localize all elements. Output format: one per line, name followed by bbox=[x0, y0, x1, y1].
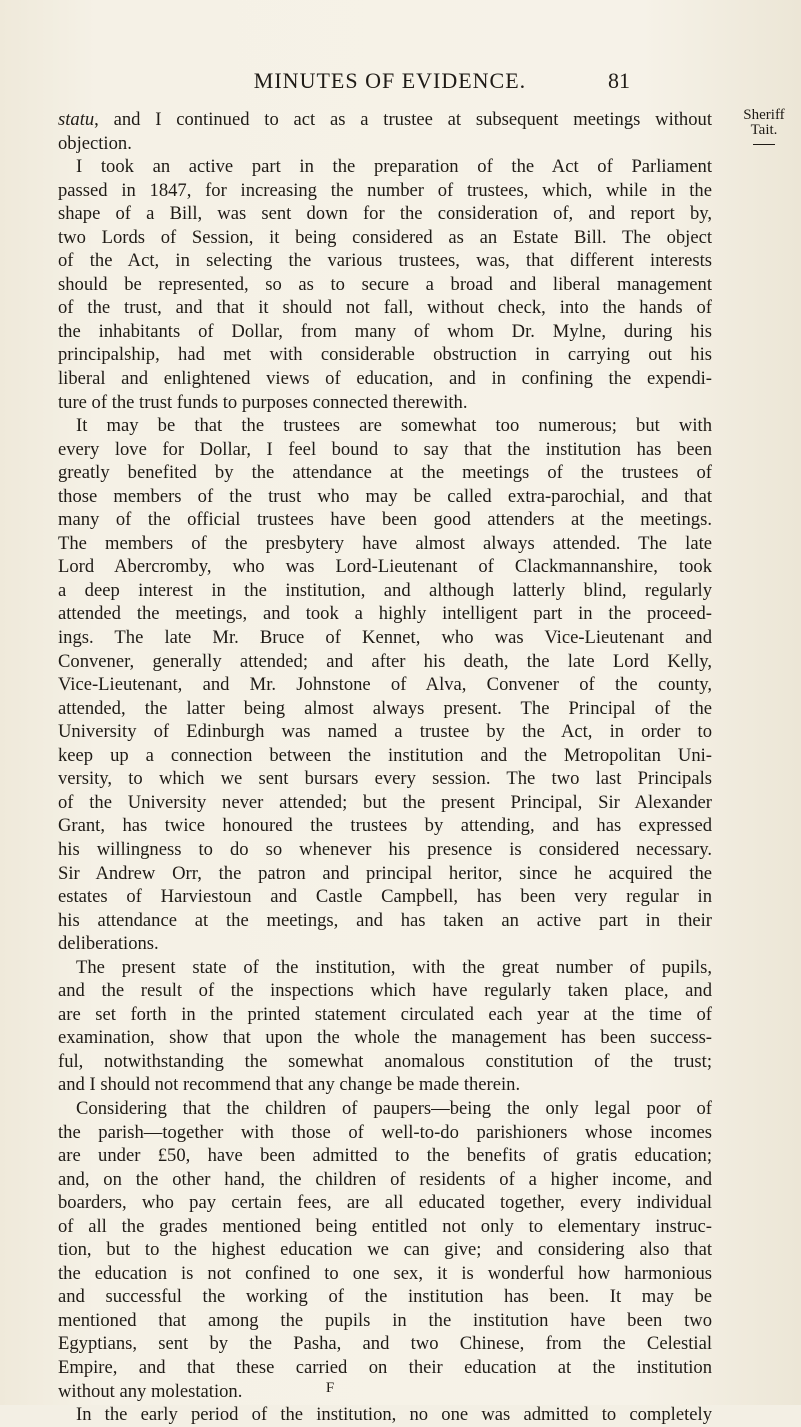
text-line: Grant, has twice honoured the trustees by attending, and has expressed bbox=[58, 815, 712, 837]
text-line: every love for Dollar, I feel bound to say that the institution has been bbox=[58, 438, 712, 460]
text-line: Empire, and that these carried on their education at the institution bbox=[58, 1356, 712, 1378]
text-line: I took an active part in the preparation of the Act of Parliament bbox=[76, 156, 712, 178]
sidenote-name-continued: Tait. bbox=[750, 122, 778, 138]
text-line: boarders, who pay certain fees, are all educated together, every individual bbox=[58, 1192, 712, 1214]
text-line: liberal and enlightened views of education, and in confining the expendi- bbox=[58, 368, 712, 390]
text-line: ings. The late Mr. Bruce of Kennet, who was Vice-Lieutenant and bbox=[58, 627, 712, 649]
text-line: The members of the presbytery have almost always attended. The late bbox=[58, 532, 712, 554]
text-line: of all the grades mentioned being entitled not only to elementary instruc- bbox=[58, 1215, 712, 1237]
text-line: estates of Harviestoun and Castle Campbell, has been very regular in bbox=[58, 886, 712, 908]
text-line: are set forth in the printed statement circulated each year at the time of bbox=[58, 1003, 712, 1025]
text-line: a deep interest in the institution, and although latterly blind, regularly bbox=[58, 579, 712, 601]
text-line: attended the meetings, and took a highly intelligent part in the proceed- bbox=[58, 603, 712, 625]
sidenote-rule bbox=[753, 144, 775, 145]
text-line: The present state of the institution, with the great number of pupils, bbox=[76, 956, 712, 978]
text-line: versity, to which we sent bursars every session. The two last Principals bbox=[58, 768, 712, 790]
text-line: of the Act, in selecting the various trustees, was, that different interests bbox=[58, 250, 712, 272]
text-line: greatly benefited by the attendance at the meetings of the trustees of bbox=[58, 462, 712, 484]
text-line: shape of a Bill, was sent down for the consideration of, and report by, bbox=[58, 203, 712, 225]
text-line: objection. bbox=[58, 132, 132, 154]
text-line: passed in 1847, for increasing the number of trustees, which, while in the bbox=[58, 179, 712, 201]
text-line: principalship, had met with considerable obstruction in carrying out his bbox=[58, 344, 712, 366]
running-title: MINUTES OF EVIDENCE. bbox=[253, 68, 527, 93]
sidenote-name: Sheriff bbox=[743, 107, 785, 123]
text-line: Vice-Lieutenant, and Mr. Johnstone of Alva, Convener of the county, bbox=[58, 674, 712, 696]
text-line: the inhabitants of Dollar, from many of whom Dr. Mylne, during his bbox=[58, 320, 712, 342]
body-text bbox=[58, 108, 712, 1427]
text-line: many of the official trustees have been good attenders at the meetings. bbox=[58, 509, 712, 531]
margin-sidenote bbox=[736, 108, 792, 145]
text-line: of the University never attended; but the present Principal, Sir Alexander bbox=[58, 791, 712, 813]
text-line: keep up a connection between the institution and the Metropolitan Uni- bbox=[58, 744, 712, 766]
text-line: tion, but to the highest education we can give; and considering also that bbox=[58, 1239, 712, 1261]
text-line: are under £50, have been admitted to the benefits of gratis education; bbox=[58, 1145, 712, 1167]
text-line: Sir Andrew Orr, the patron and principal heritor, since he acquired the bbox=[58, 862, 712, 884]
text-line: Egyptians, sent by the Pasha, and two Chinese, from the Celestial bbox=[58, 1333, 712, 1355]
text-line: Considering that the children of paupers—being the only legal poor of bbox=[76, 1097, 712, 1119]
text-line: and, on the other hand, the children of residents of a higher income, and bbox=[58, 1168, 712, 1190]
text-line: should be represented, so as to secure a broad and liberal management bbox=[58, 273, 712, 295]
text-line: two Lords of Session, it being considered as an Estate Bill. The object bbox=[58, 226, 712, 248]
text-line: the education is not confined to one sex, it is wonderful how harmonious bbox=[58, 1262, 712, 1284]
text-line: Convener, generally attended; and after his death, the late Lord Kelly, bbox=[58, 650, 712, 672]
text-line: deliberations. bbox=[58, 933, 159, 955]
text-line: and the result of the inspections which have regularly taken place, and bbox=[58, 980, 712, 1002]
text-line: ful, notwithstanding the somewhat anomalous constitution of the trust; bbox=[58, 1050, 712, 1072]
text-line: without any molestation. bbox=[58, 1380, 243, 1402]
signature-mark: F bbox=[325, 1380, 335, 1396]
text-line: ture of the trust funds to purposes connected therewith. bbox=[58, 391, 468, 413]
text-line: statu, and I continued to act as a trustee at subsequent meetings without bbox=[58, 109, 712, 130]
text-line: attended, the latter being almost always present. The Principal of the bbox=[58, 697, 712, 719]
text-line: In the early period of the institution, no one was admitted to completely bbox=[76, 1404, 712, 1426]
text-line: the parish—together with those of well-to-do parishioners whose incomes bbox=[58, 1121, 712, 1143]
text-line: It may be that the trustees are somewhat too numerous; but with bbox=[76, 415, 712, 437]
text-line: those members of the trust who may be called extra-parochial, and that bbox=[58, 485, 712, 507]
text-line: and successful the working of the institution has been. It may be bbox=[58, 1286, 712, 1308]
text-line: his attendance at the meetings, and has taken an active part in their bbox=[58, 909, 712, 931]
page-number: 81 bbox=[608, 68, 630, 93]
text-line: mentioned that among the pupils in the institution have been two bbox=[58, 1309, 712, 1331]
text-line: of the trust, and that it should not fall, without check, into the hands of bbox=[58, 297, 712, 319]
text-line: and I should not recommend that any change be made therein. bbox=[58, 1074, 521, 1096]
text-line: Lord Abercromby, who was Lord-Lieutenant of Clackmannanshire, took bbox=[58, 556, 712, 578]
text-line: examination, show that upon the whole the management has been success- bbox=[58, 1027, 712, 1049]
text-line: his willingness to do so whenever his presence is considered necessary. bbox=[58, 838, 712, 860]
text-line: University of Edinburgh was named a trustee by the Act, in order to bbox=[58, 721, 712, 743]
